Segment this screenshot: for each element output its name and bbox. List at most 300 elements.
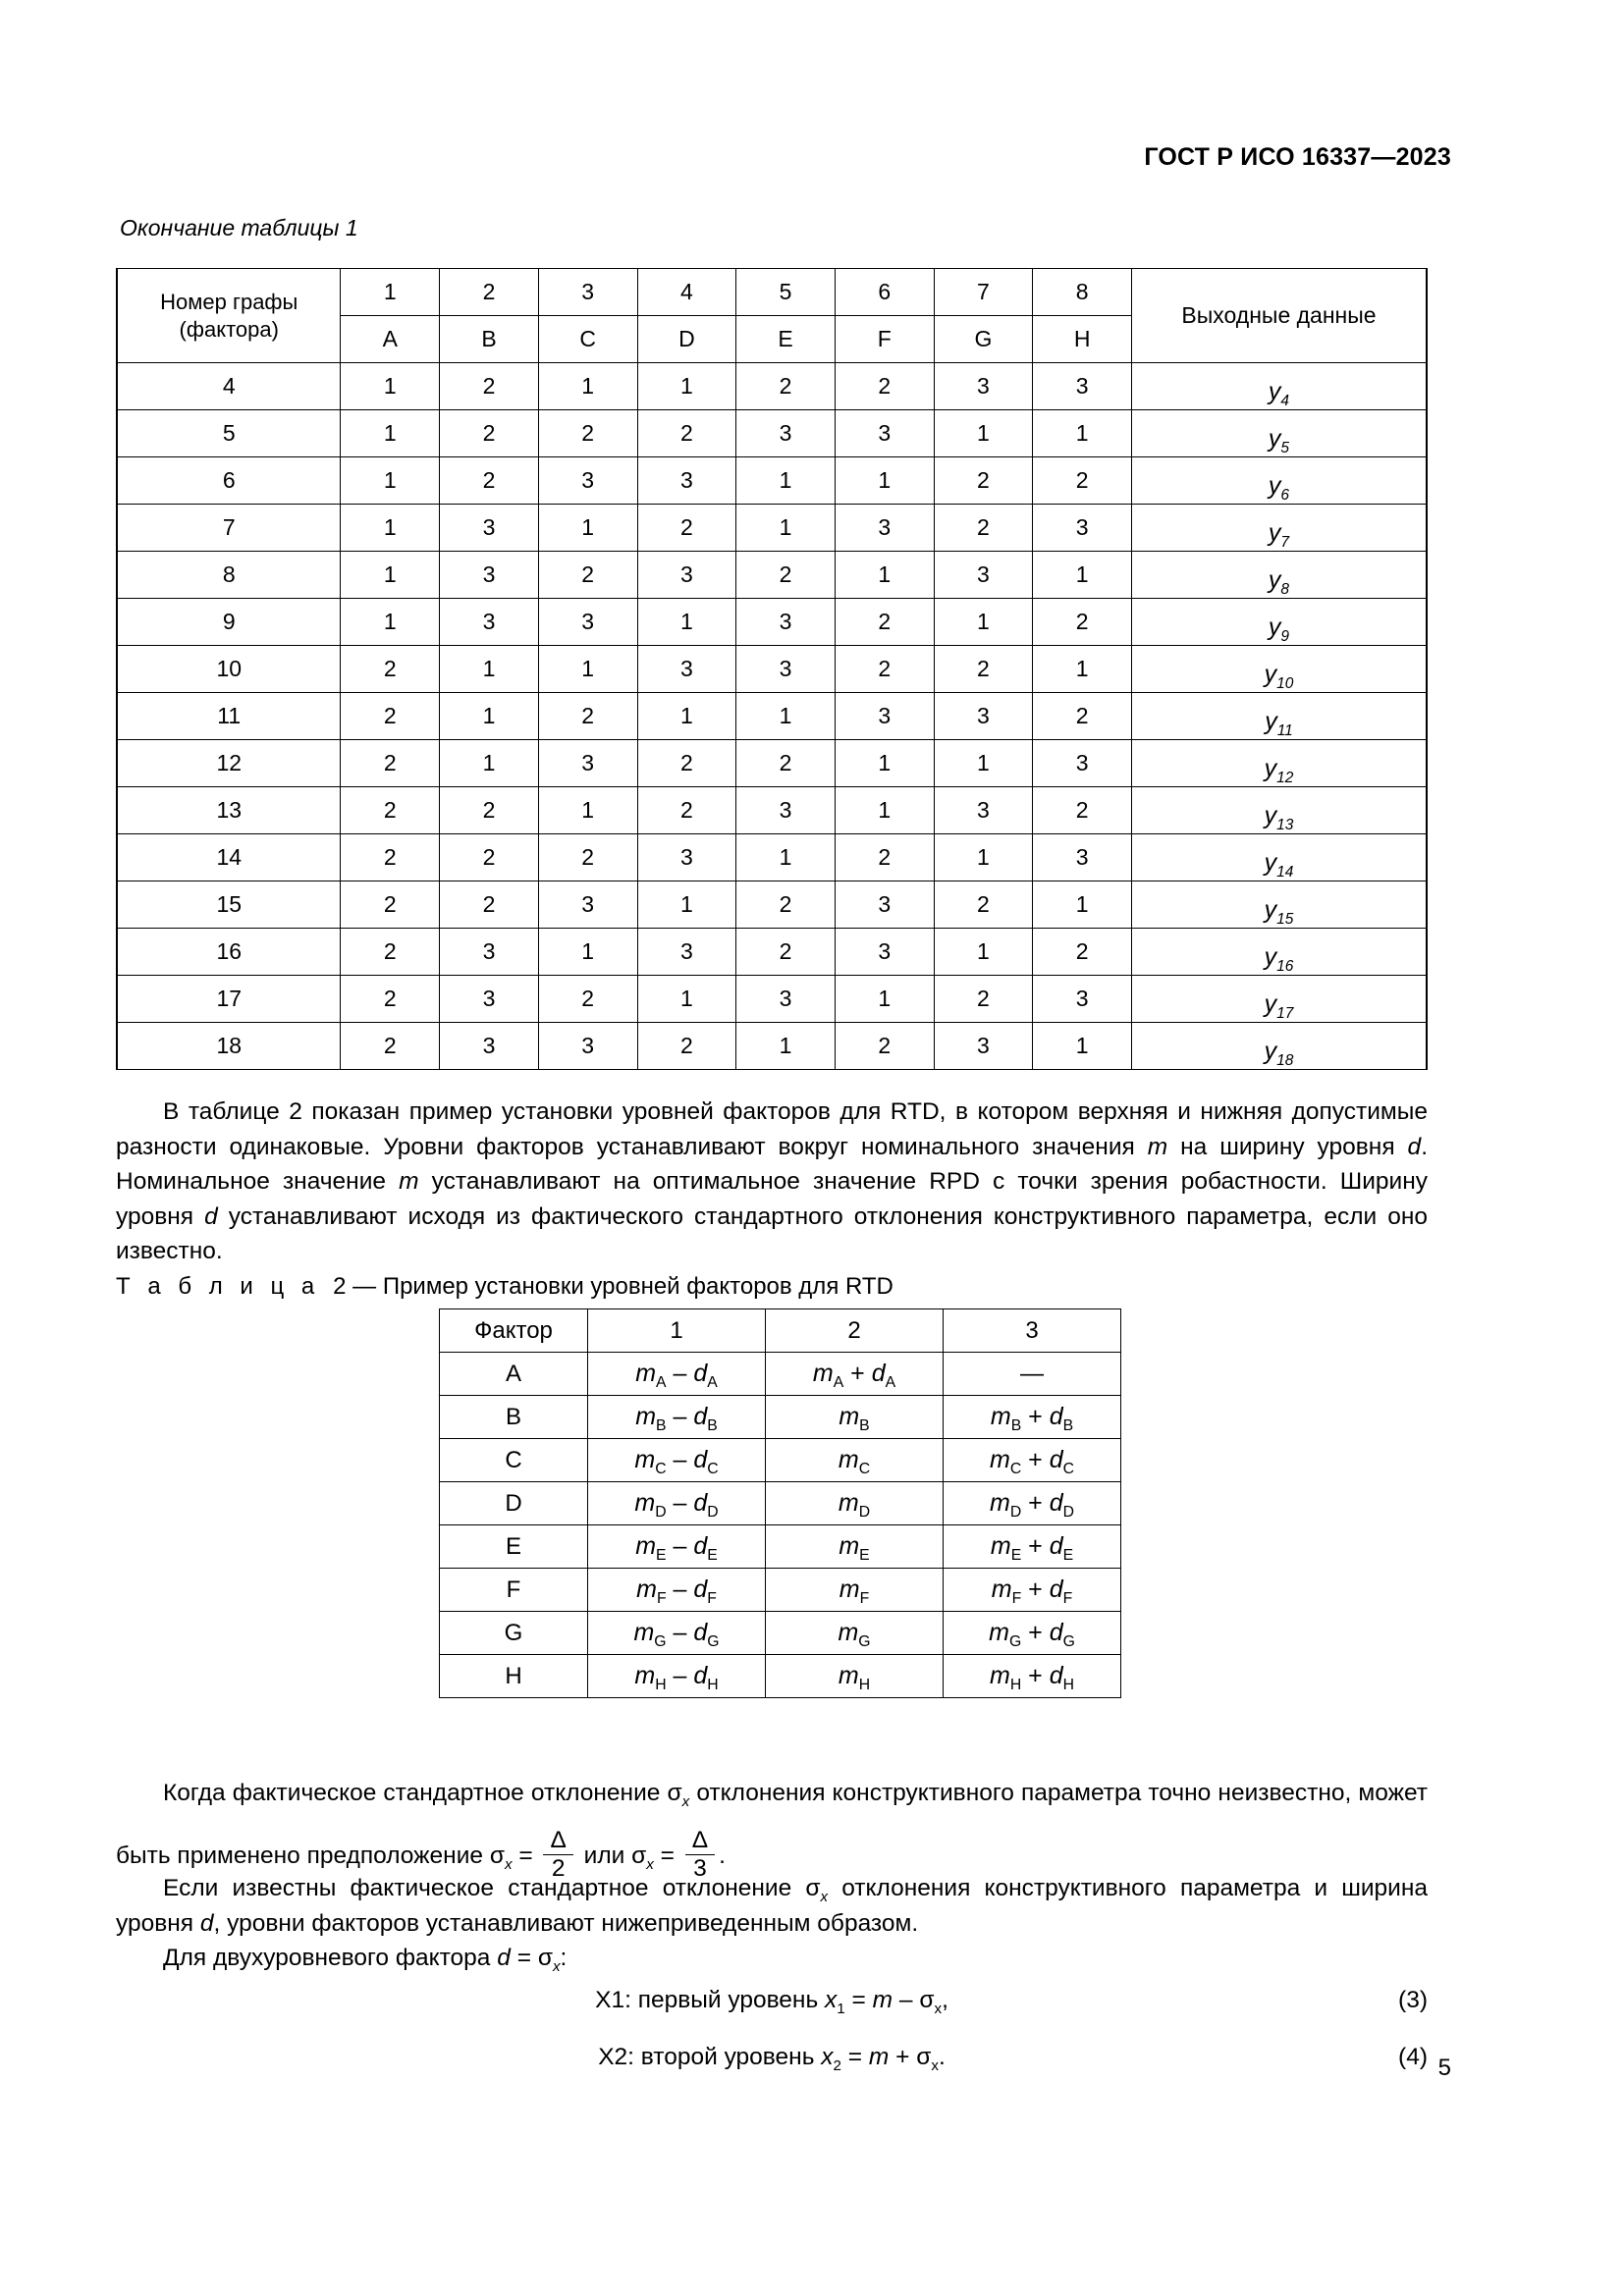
table1-cell: 1 [736,1023,836,1070]
table1-cell: 1 [934,740,1033,787]
table1-cell: 1 [934,599,1033,646]
table1-cell: 1 [835,740,934,787]
table1-cell: 2 [341,881,440,929]
eq4-operator: + [889,2044,917,2070]
table1-cell: 2 [538,834,637,881]
table1-cell: 2 [341,646,440,693]
table2-level2-cell: $m_F$ [766,1569,944,1612]
table1-cell: 3 [538,1023,637,1070]
eq3-var-m: m [872,1987,893,2013]
p1-var-d-1: d [1407,1133,1422,1160]
fraction2-denominator: 3 [693,1855,707,1883]
table1-output-cell: $y_{18}$ [1131,1023,1427,1070]
eq4-sigma: σ [916,2044,932,2070]
table1-cell: 3 [538,740,637,787]
table1-cell: 1 [440,740,539,787]
table1-col-letter-h: H [1033,316,1132,363]
p3-text-3: , уровни факторов устанавливают нижеприведенным образом. [213,1909,919,1937]
table2-factor-cell: H [440,1655,588,1698]
table1-cell: 2 [934,881,1033,929]
table1-cell: 1 [341,410,440,457]
table1-cell: 1 [736,457,836,505]
table1-output-cell: $y_{17}$ [1131,976,1427,1023]
table1-cell: 1 [538,363,637,410]
table1-row-number: 18 [117,1023,341,1070]
table1-cell: 1 [1033,646,1132,693]
p1-text-2: на ширину уровня [1167,1133,1408,1160]
table2-level2-cell: $m_H$ [766,1655,944,1698]
table1-cell: 3 [440,552,539,599]
table1-row-number: 5 [117,410,341,457]
table1-row [117,505,1427,552]
page-number: 5 [1437,2055,1451,2081]
table2-container [439,1308,1116,1698]
p4-var-d: d [497,1945,511,1971]
table1-col-number-5: 5 [736,269,836,316]
table1-cell: 2 [637,787,736,834]
table1-cell: 2 [736,363,836,410]
table2-level1-cell: $m_E - d_E$ [588,1525,766,1569]
table1-cell: 1 [341,552,440,599]
table1-cell: 1 [835,457,934,505]
table1-row [117,410,1427,457]
table1-cell: 2 [736,740,836,787]
table2-header-row [440,1309,1121,1353]
table2-factor-cell: C [440,1439,588,1482]
p2-sigma-subscript: x [681,1792,690,1810]
table1-output-cell: $y_9$ [1131,599,1427,646]
table1-cell: 1 [538,505,637,552]
p2-text-2: отклонения конструктивного параметра точно неизвестно, может быть применено предположение [116,1780,1429,1869]
table1-row [117,457,1427,505]
table1-col-letter-g: G [934,316,1033,363]
table1-cell: 1 [736,834,836,881]
table1-row-number: 16 [117,929,341,976]
table2-row [440,1525,1121,1569]
table1-cell: 3 [835,693,934,740]
table1-output-cell: $y_{11}$ [1131,693,1427,740]
table1-cell: 1 [538,929,637,976]
table1-cell: 2 [637,740,736,787]
table1-cell: 3 [835,410,934,457]
table1-output-cell: $y_7$ [1131,505,1427,552]
table1-cell: 2 [835,1023,934,1070]
table2-factor-cell: B [440,1396,588,1439]
eq3-sigma: σ [919,1987,935,2013]
table1-cell: 3 [736,787,836,834]
table1-cell: 3 [835,505,934,552]
table1-cell: 2 [341,1023,440,1070]
table1-row [117,787,1427,834]
equation-4-body [116,2044,1428,2074]
eq3-trailing: , [942,1987,948,2013]
table1-output-cell: $y_{15}$ [1131,881,1427,929]
table2-row [440,1655,1121,1698]
table2-row [440,1353,1121,1396]
table1-row-header-label [117,269,341,363]
table1-cell: 1 [736,505,836,552]
table2-caption-dash: — [352,1273,377,1300]
table1-row [117,740,1427,787]
table1-col-number-4: 4 [637,269,736,316]
p1-var-m-2: m [399,1168,419,1195]
eq3-var-x-subscript: 1 [837,2000,845,2017]
table2-level1-cell: $m_A - d_A$ [588,1353,766,1396]
table1-cell: 3 [1033,505,1132,552]
p4-sigma-glyph: σ [537,1945,553,1971]
table1-cell: 3 [736,646,836,693]
eq4-var-x-subscript: 2 [833,2056,841,2074]
table1-row-number: 14 [117,834,341,881]
table1-cell: 2 [934,646,1033,693]
table1-cell: 1 [835,787,934,834]
table2-caption-label: Т а б л и ц а [116,1273,320,1300]
table2-header-cell-2: 2 [766,1309,944,1353]
p2-text-1: Когда фактическое стандартное отклонение [163,1780,668,1806]
eq3-operator: – [893,1987,920,2013]
table2-level3-cell: $m_B + d_B$ [944,1396,1121,1439]
table1-col-number-8: 8 [1033,269,1132,316]
eq4-var-m: m [868,2044,890,2070]
table1-cell: 2 [440,881,539,929]
p4-sigma-subscript: x [552,1957,561,1975]
fraction1-denominator: 2 [551,1855,566,1883]
table1 [116,268,1428,1070]
table2-level2-cell: $m_G$ [766,1612,944,1655]
table1-cell: 3 [1033,834,1132,881]
table1-cell: 2 [341,929,440,976]
eq3-sigma-subscript: x [934,2000,943,2017]
table1-cell: 2 [440,787,539,834]
table2-level3-cell: $m_E + d_E$ [944,1525,1121,1569]
p2-eq1-sigma [489,1842,513,1873]
table2-factor-cell: A [440,1353,588,1396]
table1-cell: 3 [934,363,1033,410]
p2-text-or: или [576,1842,632,1869]
table2-level1-cell: $m_H - d_H$ [588,1655,766,1698]
table2-caption-number: 2 [333,1273,347,1300]
table2-level3-cell: $m_C + d_C$ [944,1439,1121,1482]
table1-output-header: Выходные данные [1131,269,1427,363]
table1-row-header-line1: Номер графы [160,290,298,314]
table1-output-cell: $y_{14}$ [1131,834,1427,881]
p2-eq2-sigma-glyph: σ [631,1842,647,1869]
table2-level1-cell: $m_C - d_C$ [588,1439,766,1482]
table1-cell: 3 [1033,363,1132,410]
table1-cell: 2 [934,976,1033,1023]
table1-cell: 1 [934,834,1033,881]
table1-cell: 3 [934,1023,1033,1070]
table2-level3-cell: $m_H + d_H$ [944,1655,1121,1698]
table1-cell: 1 [835,976,934,1023]
table1-cell: 3 [538,457,637,505]
table1-cell: 1 [835,552,934,599]
equation-3 [116,1987,1428,2017]
table1-cell: 2 [341,787,440,834]
paragraph-known-sigma [116,1871,1428,1941]
table1-cell: 3 [835,929,934,976]
table2-level1-cell: $m_G - d_G$ [588,1612,766,1655]
table1-col-letter-e: E [736,316,836,363]
table1-cell: 3 [440,976,539,1023]
p2-eq2-subscript: x [646,1855,654,1873]
table1-output-cell: $y_5$ [1131,410,1427,457]
table2-level2-cell: $m_E$ [766,1525,944,1569]
table1-cell: 2 [440,834,539,881]
paragraph-table2-intro [116,1095,1428,1269]
table1-cell: 1 [341,457,440,505]
table1-cell: 1 [637,693,736,740]
table1-cell: 2 [538,552,637,599]
table1-col-number-3: 3 [538,269,637,316]
table1-cell: 2 [736,552,836,599]
p1-text-1: В таблице 2 показан пример установки уровней факторов для RTD, в котором верхняя и нижняя допустимые разности одинаковые. Уровни факторов устанавливают вокруг номинального значения [116,1098,1428,1160]
table2-row [440,1482,1121,1525]
eq3-label: X1: первый уровень [595,1987,826,2013]
table1-cell: 3 [538,599,637,646]
table1-col-letter-a: A [341,316,440,363]
eq3-var-x: x [825,1987,838,2013]
table1-row-number: 17 [117,976,341,1023]
p4-text-3: : [560,1945,568,1971]
table1-cell: 2 [835,646,934,693]
table1-cell: 2 [835,834,934,881]
table1-cell: 2 [736,881,836,929]
table1-cell: 3 [637,646,736,693]
table2-header-cell-3: 3 [944,1309,1121,1353]
table1-col-number-7: 7 [934,269,1033,316]
p2-eq2-equals: = [653,1842,681,1869]
table1-cell: 3 [440,929,539,976]
table1-cell: 2 [1033,929,1132,976]
p2-text-end: . [719,1842,726,1869]
table2 [439,1308,1121,1698]
p3-text-2: отклонения конструктивного параметра и ширина уровня [116,1875,1428,1937]
table1-cell: 3 [440,1023,539,1070]
table1-row-number: 7 [117,505,341,552]
table1-row [117,552,1427,599]
equation-3-body [116,1987,1428,2017]
table1-row [117,834,1427,881]
table2-level2-cell: $m_D$ [766,1482,944,1525]
table1-cell: 2 [341,976,440,1023]
table2-level3-cell: $m_G + d_G$ [944,1612,1121,1655]
table1-cell: 3 [736,599,836,646]
table1-cell: 2 [1033,693,1132,740]
p2-eq2-sigma [631,1842,654,1873]
eq4-sigma-subscript: x [931,2056,939,2074]
table2-factor-cell: F [440,1569,588,1612]
table1-cell: 2 [637,410,736,457]
table1-cell: 1 [1033,1023,1132,1070]
equation-3-number: (3) [1398,1987,1428,2013]
table1-col-number-2: 2 [440,269,539,316]
table1-cell: 2 [1033,787,1132,834]
table1-cell: 3 [440,505,539,552]
table1-cell: 3 [934,693,1033,740]
table1-cell: 1 [341,599,440,646]
table1-cell: 3 [835,881,934,929]
table1-cell: 1 [440,693,539,740]
p1-text-5: устанавливают исходя из фактического стандартного отклонения конструктивного параметра, если оно известно. [116,1202,1428,1264]
table1-cell: 3 [934,552,1033,599]
table1-row [117,599,1427,646]
table1-output-cell: $y_{10}$ [1131,646,1427,693]
table1-col-letter-f: F [835,316,934,363]
table2-level1-cell: $m_D - d_D$ [588,1482,766,1525]
table1-cell: 3 [637,457,736,505]
eq3-equals: = [844,1987,873,2013]
p3-sigma-glyph: σ [805,1875,821,1901]
table1-row-number: 4 [117,363,341,410]
table1-cell: 3 [637,929,736,976]
table1-cell: 2 [341,834,440,881]
table1-cell: 2 [538,693,637,740]
p3-var-d: d [199,1909,214,1937]
table1-cell: 3 [1033,976,1132,1023]
paragraph-sigma-assumption [116,1762,1428,1888]
table1-row [117,693,1427,740]
table1-row [117,881,1427,929]
table1-cell: 2 [538,410,637,457]
p4-sigma-x [537,1945,561,1975]
table2-level3-cell: $m_F + d_F$ [944,1569,1121,1612]
table1-row [117,646,1427,693]
table1-cell: 3 [637,552,736,599]
table1-cell: 1 [1033,410,1132,457]
paragraph-two-level-factor [116,1941,1428,1976]
table1-cell: 1 [1033,881,1132,929]
table1-cell: 3 [440,599,539,646]
table1-cell: 1 [538,787,637,834]
p2-sigma-glyph: σ [667,1780,682,1806]
table2-level3-cell: — [944,1353,1121,1396]
table1-row [117,929,1427,976]
fraction2-numerator: Δ [685,1828,715,1855]
table1-cell: 1 [934,929,1033,976]
eq4-trailing: . [938,2044,946,2070]
table1-cell: 1 [637,976,736,1023]
table2-header-cell-1: 1 [588,1309,766,1353]
table2-level2-cell: $m_B$ [766,1396,944,1439]
table2-level2-cell: $m_A + d_A$ [766,1353,944,1396]
table1-output-cell: $y_{16}$ [1131,929,1427,976]
table1-col-letter-d: D [637,316,736,363]
p3-sigma-x [805,1875,829,1905]
table1-output-cell: $y_6$ [1131,457,1427,505]
table2-caption-text: Пример установки уровней факторов для RTD [382,1273,893,1300]
table1-cell: 1 [637,881,736,929]
table1-cell: 2 [538,976,637,1023]
p1-var-m-1: m [1147,1133,1168,1160]
eq4-label: X2: второй уровень [598,2044,822,2070]
table2-row [440,1396,1121,1439]
p4-text-2: = [510,1945,538,1971]
table1-row [117,976,1427,1023]
p1-var-d-2: d [204,1202,218,1230]
table1-col-letter-c: C [538,316,637,363]
table1-cell: 3 [637,834,736,881]
table1-row [117,363,1427,410]
table1-cell: 2 [637,1023,736,1070]
table2-row [440,1569,1121,1612]
table1-cell: 1 [341,363,440,410]
table1-cell: 1 [736,693,836,740]
table1-row-number: 6 [117,457,341,505]
p1-text-4: устанавливают на оптимальное значение RPD с точки зрения робастности. Ширину уровня [116,1168,1428,1230]
table1-output-cell: $y_8$ [1131,552,1427,599]
table2-caption [116,1273,893,1301]
p3-sigma-subscript: x [820,1888,829,1905]
table1-output-cell: $y_{12}$ [1131,740,1427,787]
table2-factor-cell: G [440,1612,588,1655]
p4-text-1: Для двухуровневого фактора [163,1945,498,1971]
table1-cell: 2 [835,599,934,646]
p2-eq1-equals: = [512,1842,540,1869]
table1-row [117,1023,1427,1070]
table1-row-number: 12 [117,740,341,787]
table1-row-number: 13 [117,787,341,834]
table1-row-header-line2: (фактора) [179,316,279,342]
table1-cell: 1 [637,363,736,410]
table1-cell: 3 [736,976,836,1023]
table1-cell: 1 [637,599,736,646]
table1-row-number: 15 [117,881,341,929]
table1-cell: 3 [736,410,836,457]
table2-level3-cell: $m_D + d_D$ [944,1482,1121,1525]
table1-cell: 2 [637,505,736,552]
table1-cell: 2 [440,457,539,505]
table1-cell: 2 [934,505,1033,552]
table1-output-cell: $y_{13}$ [1131,787,1427,834]
table1-cell: 2 [934,457,1033,505]
p2-sigma-x [667,1780,690,1810]
table2-level2-cell: $m_C$ [766,1439,944,1482]
table1-cell: 3 [538,881,637,929]
table1-cell: 2 [736,929,836,976]
equation-4-number: (4) [1398,2044,1428,2070]
p1-text-3: . Номинальное значение [116,1133,1428,1195]
table1-cell: 2 [440,363,539,410]
table1-col-letter-b: B [440,316,539,363]
table1-cell: 1 [440,646,539,693]
table1-col-number-1: 1 [341,269,440,316]
table1-header-row-numbers [117,269,1427,316]
table1-cell: 3 [1033,740,1132,787]
table1-cell: 2 [1033,457,1132,505]
table1-cell: 2 [1033,599,1132,646]
table2-level1-cell: $m_B - d_B$ [588,1396,766,1439]
table1-col-number-6: 6 [835,269,934,316]
fraction1-numerator: Δ [543,1828,572,1855]
table1-row-number: 10 [117,646,341,693]
table2-row [440,1439,1121,1482]
table1-cell: 2 [440,410,539,457]
table1-cell: 1 [341,505,440,552]
table2-factor-cell: D [440,1482,588,1525]
table2-row [440,1612,1121,1655]
table2-factor-cell: E [440,1525,588,1569]
table1-row-number: 11 [117,693,341,740]
p3-text-1: Если известны фактическое стандартное отклонение [163,1875,806,1901]
table1-container [116,268,1428,1070]
table1-row-number: 8 [117,552,341,599]
table1-cell: 3 [934,787,1033,834]
table1-cell: 1 [934,410,1033,457]
table1-caption: Окончание таблицы 1 [120,215,358,240]
p2-eq1-subscript: x [504,1855,513,1873]
table1-cell: 2 [341,740,440,787]
